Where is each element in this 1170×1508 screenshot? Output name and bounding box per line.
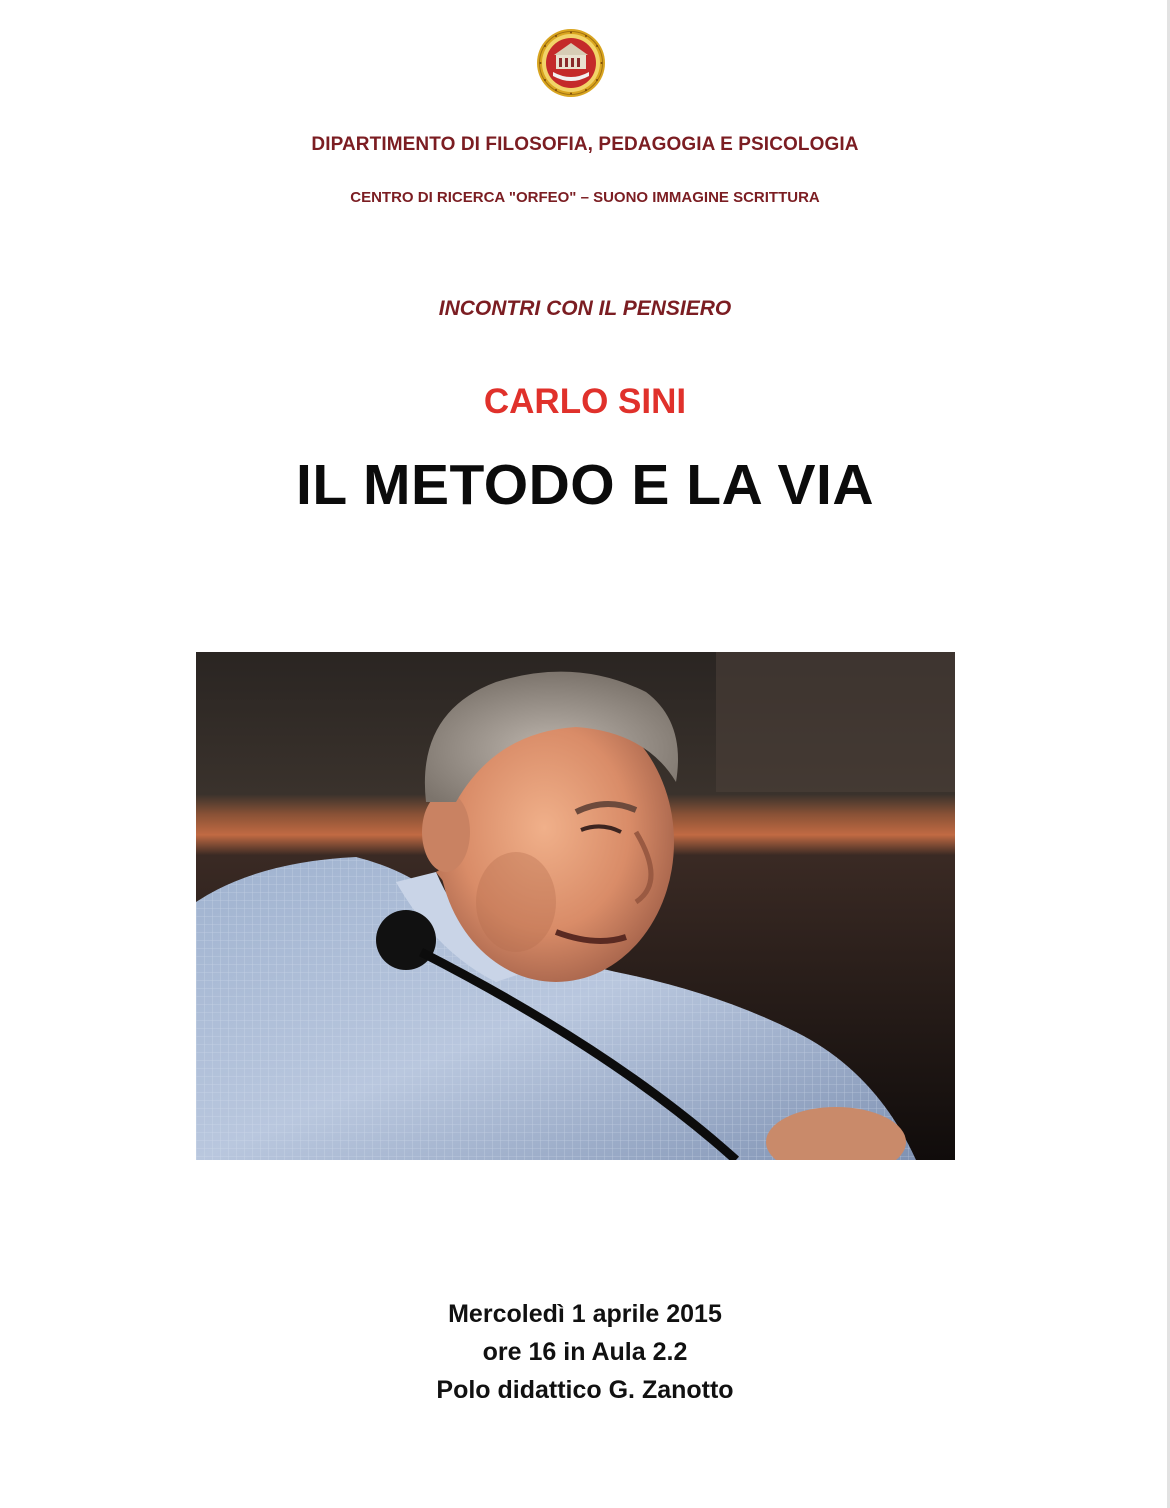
speaker-photo [196,652,955,1160]
event-venue: Polo didattico G. Zanotto [436,1376,734,1404]
university-seal-logo [536,28,606,98]
department-heading: DIPARTIMENTO DI FILOSOFIA, PEDAGOGIA E PSICOLOGIA [311,134,859,155]
series-title: INCONTRI CON IL PENSIERO [438,297,732,320]
research-center-heading: CENTRO DI RICERCA "ORFEO" – SUONO IMMAGINE SCRITTURA [350,189,820,206]
event-date: Mercoledì 1 aprile 2015 [448,1300,722,1328]
event-details [0,1295,1170,1409]
event-time-room: ore 16 in Aula 2.2 [482,1338,688,1366]
speaker-name: CARLO SINI [483,382,687,421]
seal-icon [536,28,606,98]
speaker-portrait-image [196,652,955,1160]
lecture-title: IL METODO E LA VIA [296,453,874,517]
